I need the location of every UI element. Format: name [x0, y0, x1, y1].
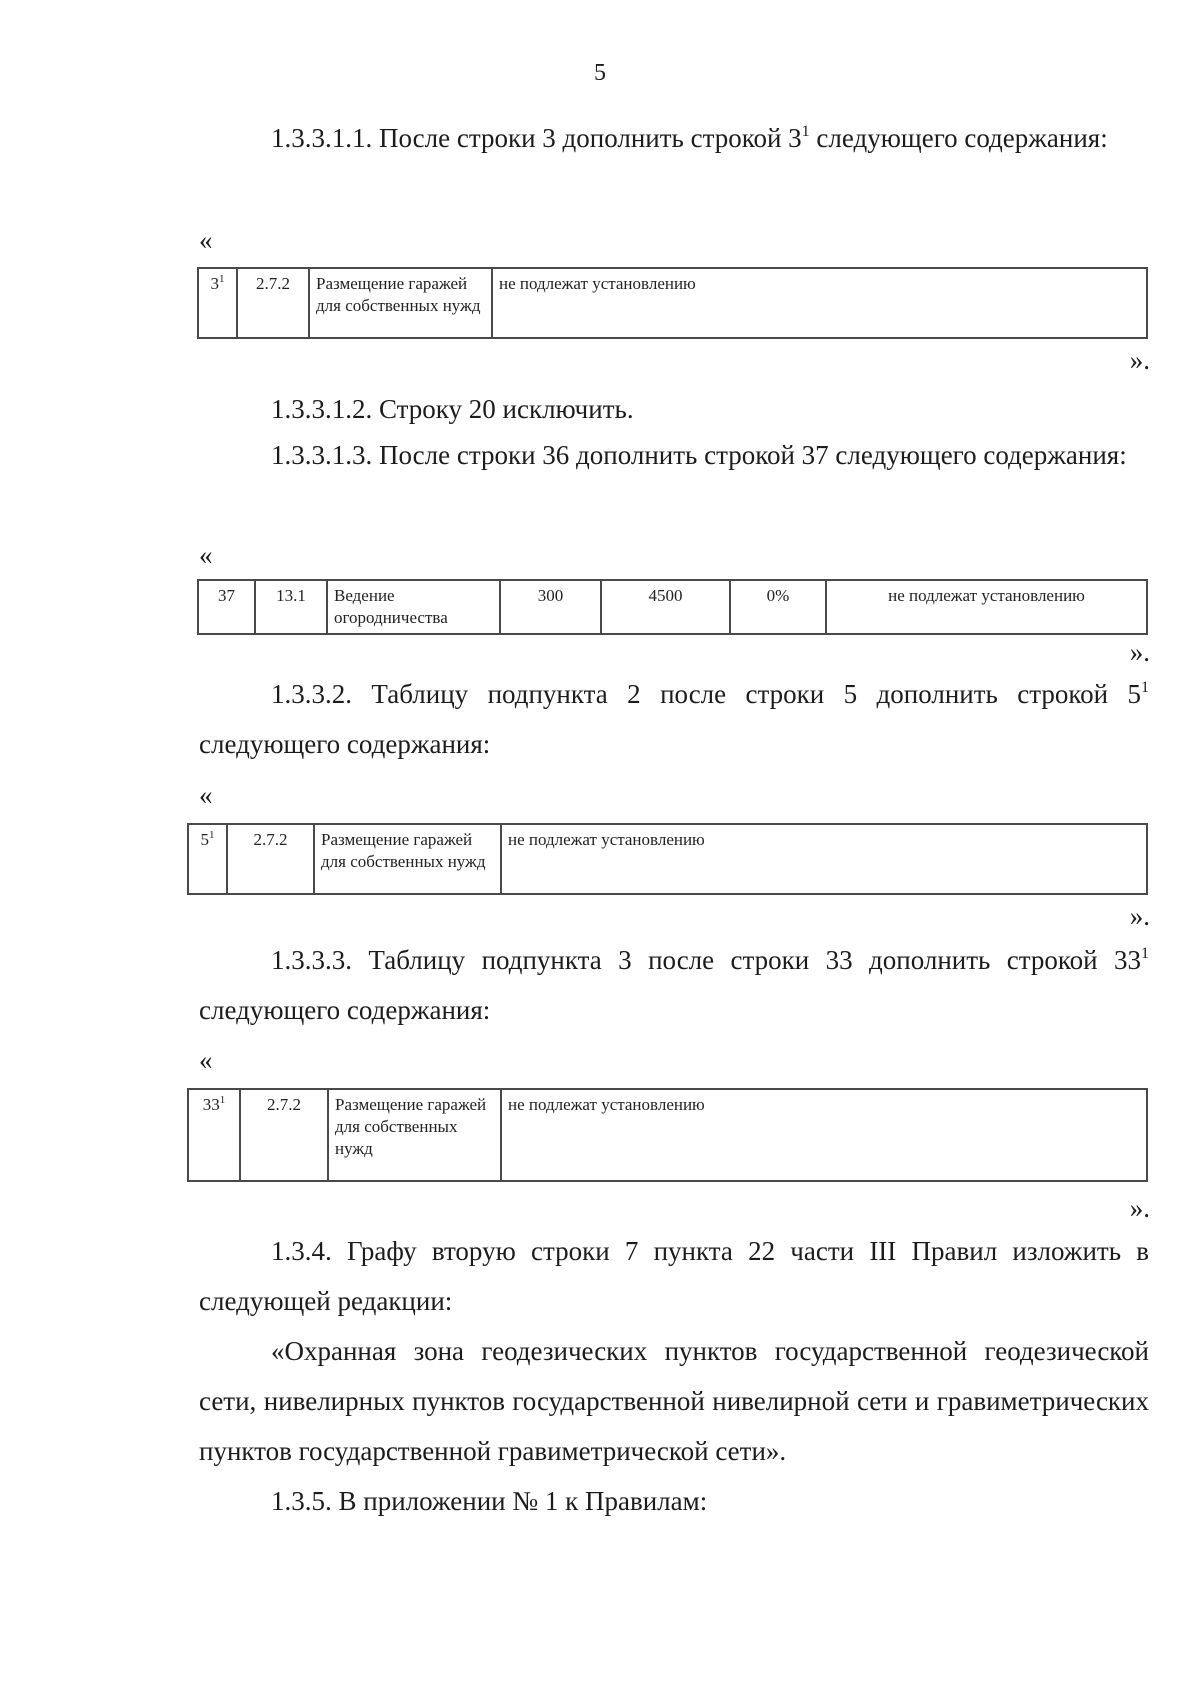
- paragraph-quoted-definition: «Охранная зона геодезических пунктов государственной геодезической сети, нивелирных пунктов государственной нивелирной сети и гравиметрических пунктов государственной гравиметрической сети».: [199, 1336, 1149, 1466]
- quote-close-3: ».: [1129, 901, 1150, 931]
- cell-code: 2.7.2: [237, 268, 309, 338]
- quote-close-4: ».: [1129, 1193, 1150, 1223]
- quote-open-2: «: [199, 540, 213, 570]
- table-row-33-1: [187, 1088, 1148, 1182]
- table-row-37: [197, 579, 1148, 635]
- cell-max-area: 4500: [601, 580, 730, 634]
- paragraph-1-3-3-1-3: 1.3.3.1.3. После строки 36 дополнить строкой 37 следующего содержания:: [271, 440, 1127, 470]
- cell-row-number: $3^1$: [198, 268, 237, 338]
- cell-value: не подлежат установлению: [501, 824, 1147, 894]
- table-row-5-1: [187, 823, 1148, 895]
- cell-value: не подлежат установлению: [492, 268, 1147, 338]
- cell-percent: 0%: [730, 580, 826, 634]
- cell-row-number: $5^1$: [188, 824, 227, 894]
- cell-row-number: $33^1$: [188, 1089, 240, 1181]
- cell-code: 2.7.2: [227, 824, 314, 894]
- table-row-3-1: [197, 267, 1148, 339]
- cell-name: Размещение гаражей для собственных нужд: [314, 824, 501, 894]
- paragraph-1-3-4: 1.3.4. Графу вторую строки 7 пункта 22 части III Правил изложить в следующей редакции:: [199, 1236, 1149, 1316]
- cell-min-area: 300: [500, 580, 601, 634]
- paragraph-1-3-3-3: 1.3.3.3. Таблицу подпункта 3 после строки 33 дополнить строкой $33^1$ следующего содержания:: [199, 945, 1149, 1025]
- cell-row-number: 37: [198, 580, 255, 634]
- quote-open-3: «: [199, 780, 213, 810]
- paragraph-1-3-5: 1.3.5. В приложении № 1 к Правилам:: [271, 1486, 708, 1516]
- quote-close-1: ».: [1129, 345, 1150, 375]
- paragraph-1-3-3-2: 1.3.3.2. Таблицу подпункта 2 после строки 5 дополнить строкой $5^1$ следующего содержания:: [199, 679, 1149, 759]
- cell-code: 13.1: [255, 580, 327, 634]
- cell-name: Размещение гаражей для собственных нужд: [328, 1089, 501, 1181]
- cell-value: не подлежат установлению: [826, 580, 1147, 634]
- quote-open-1: «: [199, 225, 213, 255]
- paragraph-1-3-3-1-2: 1.3.3.1.2. Строку 20 исключить.: [271, 394, 634, 424]
- page-number: 5: [594, 60, 606, 86]
- cell-code: 2.7.2: [240, 1089, 328, 1181]
- cell-name: Ведение огородничества: [327, 580, 500, 634]
- quote-open-4: «: [199, 1045, 213, 1075]
- quote-close-2: ».: [1129, 637, 1150, 667]
- cell-value: не подлежат установлению: [501, 1089, 1147, 1181]
- cell-name: Размещение гаражей для собственных нужд: [309, 268, 492, 338]
- paragraph-1-3-3-1-1: 1.3.3.1.1. После строки 3 дополнить строкой $3^1$ следующего содержания:: [271, 123, 1108, 153]
